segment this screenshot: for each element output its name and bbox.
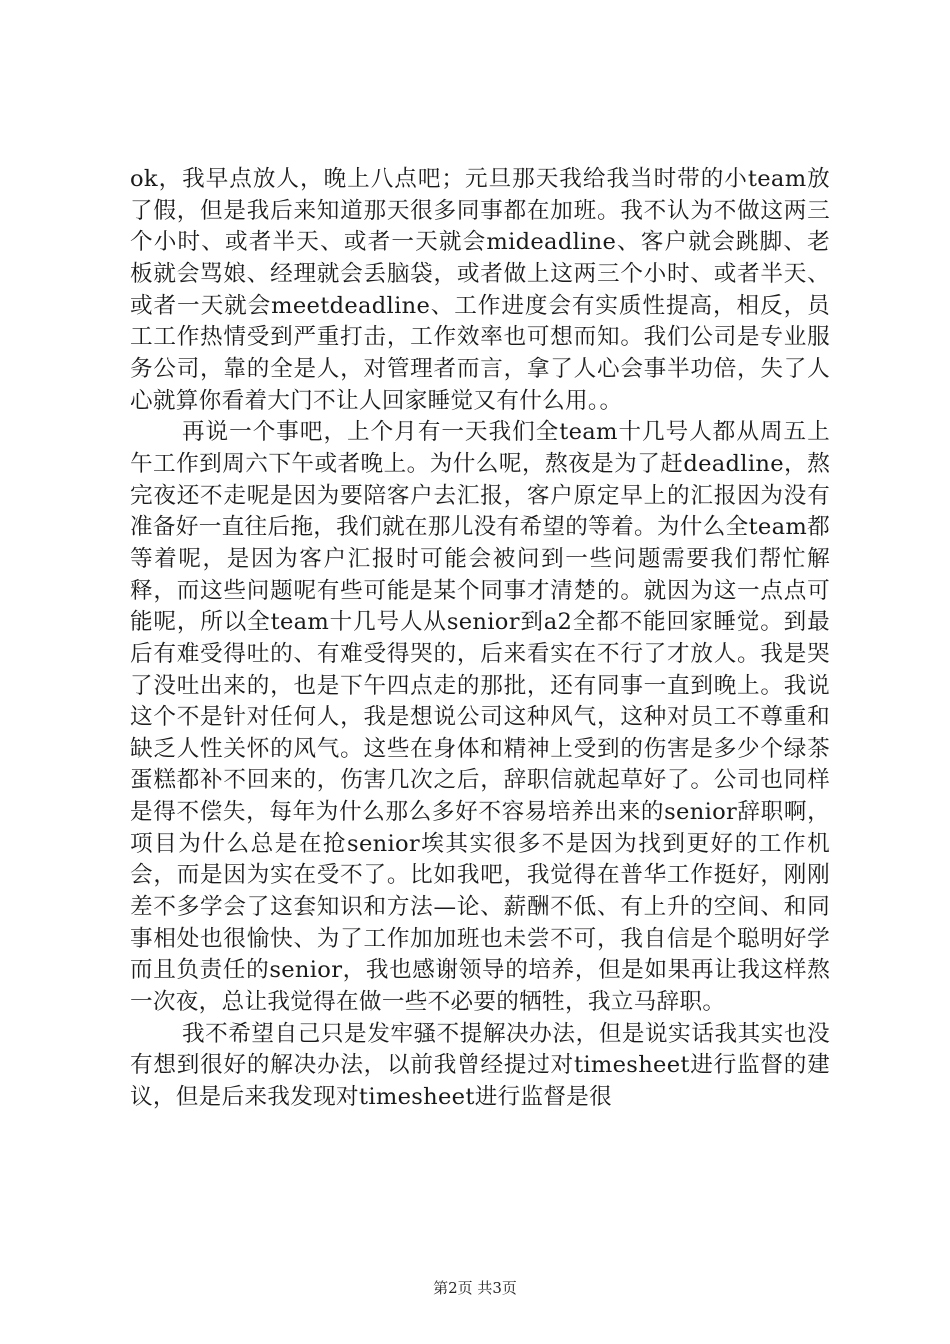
- body-text: [130, 164, 830, 1114]
- paragraph-3: 我不希望自己只是发牢骚不提解决办法，但是说实话我其实也没有想到很好的解决办法，以前我曾经提过对timesheet进行监督的建议，但是后来我发现对timesheet进行监督是很: [130, 1020, 830, 1111]
- page-footer: 第2页 共3页: [433, 1279, 517, 1297]
- paragraph-1: ok，我早点放人，晚上八点吧；元旦那天我给我当时带的小team放了假，但是我后来知道那天很多同事都在加班。我不认为不做这两三个小时、或者半天、或者一天就会mideadline、客户就会跳脚、老板就会骂娘、经理就会丢脑袋，或者做上这两三个小时、或者半天、或者一天就会meetdeadline、工作进度会有实质性提高，相反，员工工作热情受到严重打击，工作效率也可想而知。我们公司是专业服务公司，靠的全是人，对管理者而言，拿了人心会事半功倍，失了人心就算你看着大门不让人回家睡觉又有什么用。。: [130, 166, 830, 414]
- paragraph-2: 再说一个事吧，上个月有一天我们全team十几号人都从周五上午工作到周六下午或者晚上。为什么呢，熬夜是为了赶deadline，熬完夜还不走呢是因为要陪客户去汇报，客户原定早上的汇报因为没有准备好一直往后拖，我们就在那儿没有希望的等着。为什么全team都等着呢，是因为客户汇报时可能会被问到一些问题需要我们帮忙解释，而这些问题呢有些可能是某个同事才清楚的。就因为这一点点可能呢，所以全team十几号人从senior到a2全都不能回家睡觉。到最后有难受得吐的、有难受得哭的，后来看实在不行了才放人。我是哭了没吐出来的，也是下午四点走的那批，还有同事一直到晚上。我说这个不是针对任何人，我是想说公司这种风气，这种对员工不尊重和缺乏人性关怀的风气。这些在身体和精神上受到的伤害是多少个绿茶蛋糕都补不回来的，伤害几次之后，辞职信就起草好了。公司也同样是得不偿失，每年为什么那么多好不容易培养出来的senior辞职啊，项目为什么总是在抢senior埃其实很多不是因为找到更好的工作机会，而是因为实在受不了。比如我吧，我觉得在普华工作挺好，刚刚差不多学会了这套知识和方法—论、薪酬不低、有上升的空间、和同事相处也很愉快、为了工作加加班也未尝不可，我自信是个聪明好学而且负责任的senior，我也感谢领导的培养，但是如果再让我这样熬一次夜，总让我觉得在做一些不必要的牺牲，我立马辞职。: [130, 419, 830, 1016]
